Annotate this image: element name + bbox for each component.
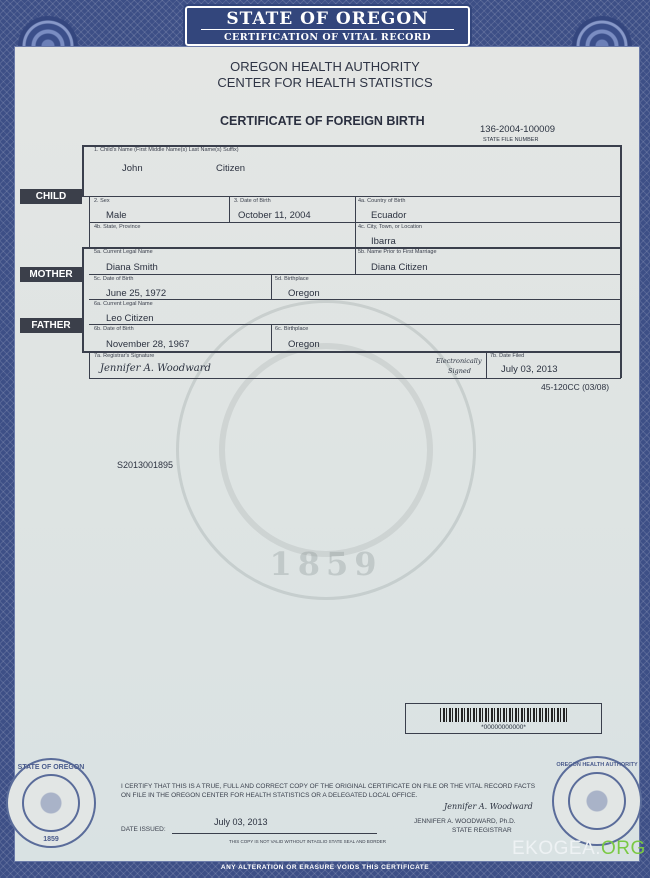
footer-warning: ANY ALTERATION OR ERASURE VOIDS THIS CERTIFICATE xyxy=(220,864,430,871)
mother-birthplace: Oregon xyxy=(288,288,320,299)
registrar-signature-label: 7a. Registrar's Signature xyxy=(94,353,155,359)
registrar-signature: Jennifer A. Woodward xyxy=(100,363,211,374)
date-issued: July 03, 2013 xyxy=(214,817,268,827)
state-file-number: 136-2004-100009 xyxy=(480,124,556,135)
mother-dob: June 25, 1972 xyxy=(106,288,167,299)
mother-prior-name: Diana Citizen xyxy=(371,262,428,273)
child-sex: Male xyxy=(106,210,127,221)
date-filed-label: 7b. Date Filed xyxy=(490,353,525,359)
father-birthplace-label: 6c. Birthplace xyxy=(275,326,309,332)
barcode-icon xyxy=(440,708,568,722)
watermark-accent: ORG xyxy=(601,838,646,859)
child-state-label: 4b. State, Province xyxy=(94,224,141,230)
father-birthplace: Oregon xyxy=(288,339,320,350)
barcode xyxy=(405,703,602,734)
banner-title: STATE OF OREGON xyxy=(226,9,429,29)
father-dob: November 28, 1967 xyxy=(106,339,190,350)
certification-statement: I CERTIFY THAT THIS IS A TRUE, FULL AND CORRECT COPY OF THE ORIGINAL CERTIFICATE ON FILE OR THE VITAL RECORD FACTS ON FILE IN THE OREGON CENTER FOR HEALTH STATISTICS OR A DELEGATED LOCAL OFFICE. xyxy=(121,783,536,799)
seal-year: 1859 xyxy=(269,545,383,583)
electronically-label: Electronically xyxy=(436,357,482,365)
state-registrar-signature: Jennifer A. Woodward xyxy=(444,802,533,811)
child-sex-label: 2. Sex xyxy=(94,198,110,204)
watermark-main: EKOGEA. xyxy=(512,838,602,859)
state-of-oregon-seal-icon xyxy=(6,758,96,848)
center-name: CENTER FOR HEALTH STATISTICS xyxy=(217,75,433,90)
child-city-label: 4c. City, Town, or Location xyxy=(358,224,422,230)
mother-birthplace-label: 5d. Birthplace xyxy=(275,276,309,282)
child-city: Ibarra xyxy=(371,236,396,247)
left-seal-text: STATE OF OREGON xyxy=(17,764,85,771)
left-seal-year: 1859 xyxy=(43,836,59,843)
state-file-number-label: STATE FILE NUMBER xyxy=(483,137,539,143)
child-first-name: John xyxy=(122,163,143,174)
watermark xyxy=(512,838,646,860)
state-registrar-name: JENNIFER A. WOODWARD, Ph.D. xyxy=(414,818,516,825)
child-dob: October 11, 2004 xyxy=(238,210,311,221)
mother-name: Diana Smith xyxy=(106,262,158,273)
signed-label: Signed xyxy=(448,367,471,375)
state-registrar-title: STATE REGISTRAR xyxy=(452,827,512,834)
void-note: THIS COPY IS NOT VALID WITHOUT INTAGLIO STATE SEAL AND BORDER xyxy=(229,839,387,844)
child-name-label: 1. Child's Name (First Middle Name(s) Last Name(s) Suffix) xyxy=(94,147,239,153)
section-child: CHILD xyxy=(20,189,82,204)
serial-number: S2013001895 xyxy=(117,460,174,470)
mother-dob-label: 5c. Date of Birth xyxy=(94,276,134,282)
state-banner xyxy=(185,6,470,46)
form-id: 45-120CC (03/08) xyxy=(541,382,610,392)
health-authority-seal-icon xyxy=(552,756,642,846)
date-filed: July 03, 2013 xyxy=(501,364,558,375)
father-dob-label: 6b. Date of Birth xyxy=(94,326,134,332)
agency-name: OREGON HEALTH AUTHORITY xyxy=(230,59,420,74)
state-seal-watermark-icon xyxy=(176,300,476,600)
right-seal-text: OREGON HEALTH AUTHORITY xyxy=(556,762,638,768)
certificate-title: CERTIFICATE OF FOREIGN BIRTH xyxy=(220,114,425,128)
father-name-label: 6a. Current Legal Name xyxy=(94,301,153,307)
child-last-name: Citizen xyxy=(216,163,246,174)
child-country-label: 4a. Country of Birth xyxy=(358,198,406,204)
child-dob-label: 3. Date of Birth xyxy=(234,198,271,204)
barcode-number: *00000000000* xyxy=(481,724,526,731)
date-issued-label: DATE ISSUED: xyxy=(121,826,166,833)
banner-subtitle: CERTIFICATION OF VITAL RECORD xyxy=(201,29,454,45)
section-father: FATHER xyxy=(20,318,82,333)
section-mother: MOTHER xyxy=(20,267,82,282)
father-name: Leo Citizen xyxy=(106,313,154,324)
child-country: Ecuador xyxy=(371,210,407,221)
mother-name-label: 5a. Current Legal Name xyxy=(94,249,153,255)
mother-prior-name-label: 5b. Name Prior to First Marriage xyxy=(358,249,437,255)
